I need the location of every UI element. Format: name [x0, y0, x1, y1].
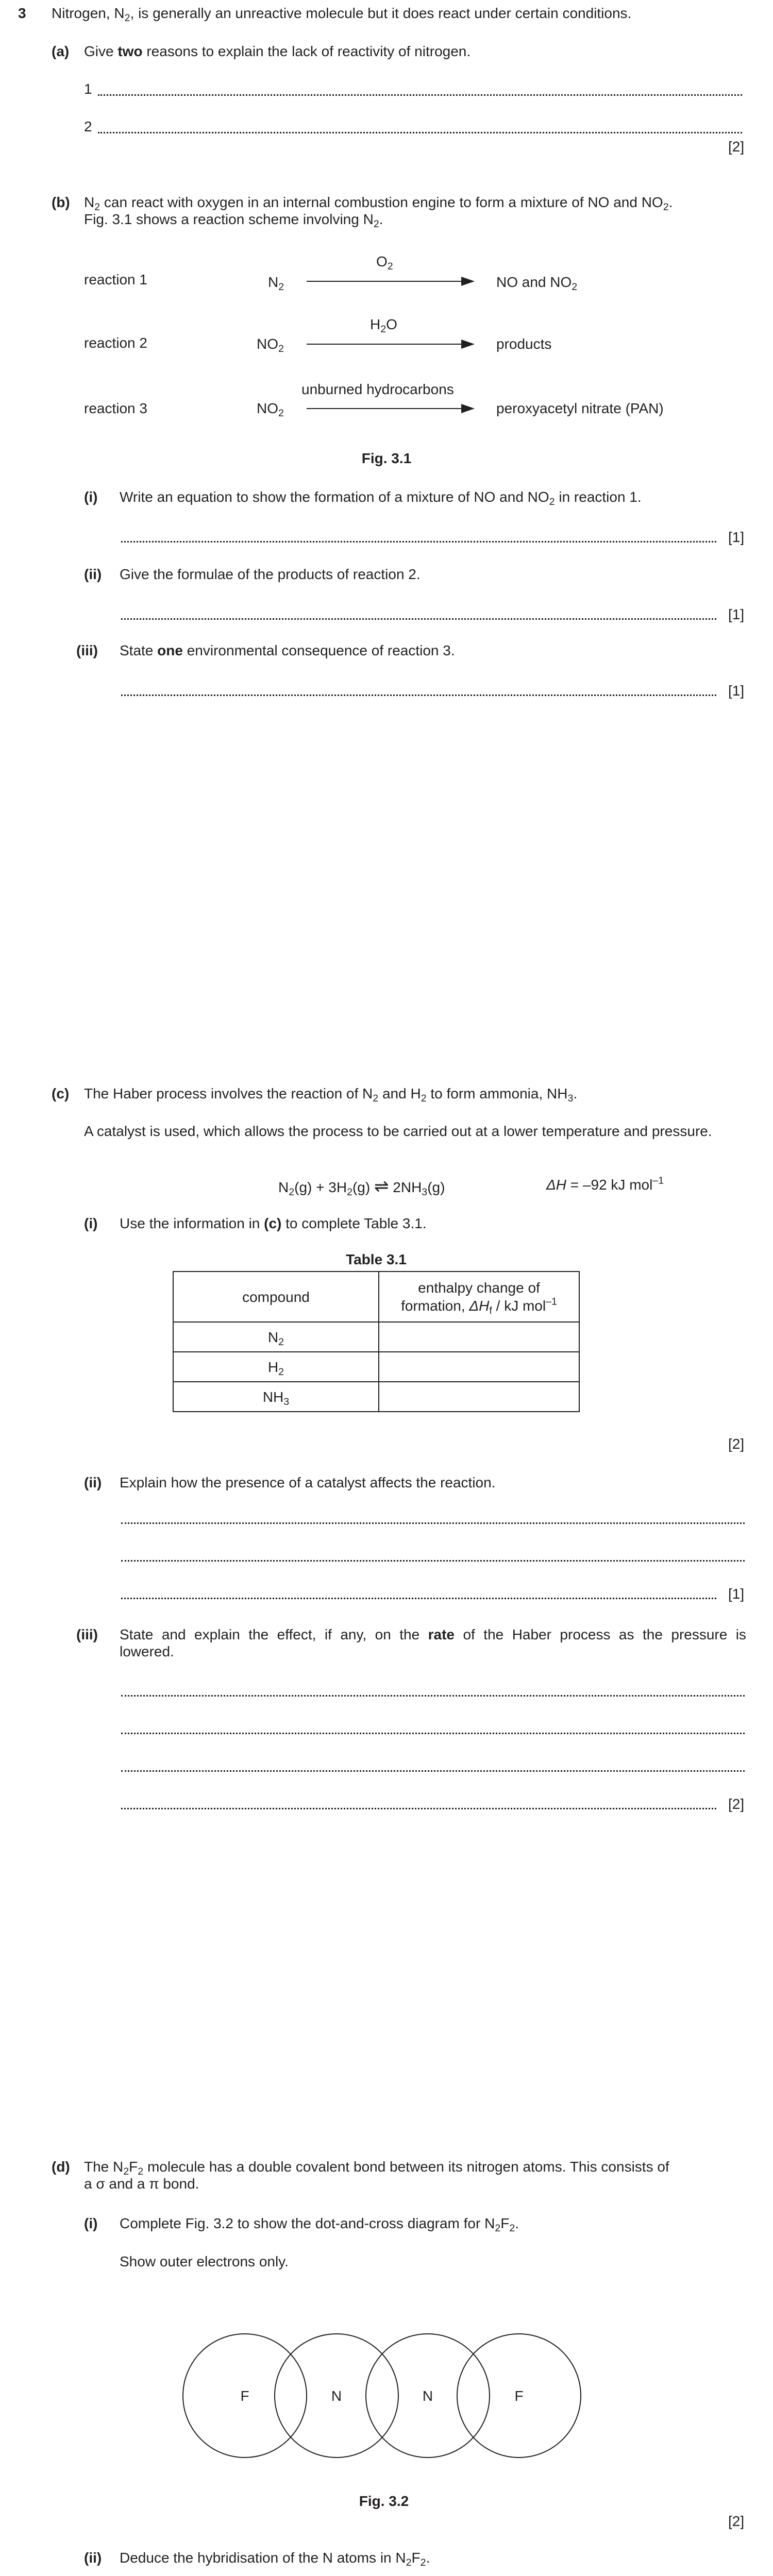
part-b-label: (b): [52, 194, 70, 210]
answer-line-c-ii-3[interactable]: [121, 1598, 716, 1599]
table-cell-enthalpy[interactable]: [379, 1382, 579, 1412]
part-b-iii-label: (iii): [76, 642, 98, 658]
table-row: [173, 1382, 579, 1412]
answer-line-b-iii[interactable]: [121, 694, 716, 696]
reaction-1-arrow: [307, 281, 461, 282]
table-row: [173, 1322, 579, 1352]
mark-b-iii: [1]: [728, 683, 745, 699]
part-b-iii-question: State one environmental consequence of reaction 3.: [120, 642, 455, 658]
reaction-3-arrow: [307, 408, 461, 409]
table-3-1-title: Table 3.1: [346, 1251, 407, 1267]
reaction-1-product: NO and $NO_2$: [496, 274, 578, 293]
answer-line-b-i[interactable]: [121, 541, 716, 543]
part-c-ii-question: Explain how the presence of a catalyst affects the reaction.: [120, 1475, 496, 1490]
mark-b-i: [1]: [728, 529, 745, 545]
mark-c-ii: [1]: [728, 1586, 745, 1602]
part-c-i-question: Use the information in (c) to complete Table 3.1.: [120, 1215, 427, 1231]
answer-line-b-ii[interactable]: [121, 618, 716, 620]
answer-line-c-ii-2[interactable]: [121, 1560, 745, 1562]
reaction-2-reactant: $NO_2$: [257, 336, 284, 354]
question-number: 3: [18, 5, 26, 21]
fig-3-1-caption: Fig. 3.1: [361, 450, 412, 466]
reaction-1-reactant: $N_2$: [268, 274, 284, 293]
part-c-iii-question-line2: lowered.: [120, 1643, 174, 1659]
part-c-iii-label: (iii): [76, 1626, 98, 1642]
reaction-3-label: reaction 3: [84, 400, 147, 416]
mark-d-i: [2]: [728, 2513, 745, 2529]
reaction-2-label: reaction 2: [84, 335, 147, 351]
atom-symbol: F: [240, 2388, 249, 2404]
reaction-1-condition: $O_2$: [376, 253, 393, 272]
answer-line-c-ii-1[interactable]: [121, 1522, 745, 1524]
part-c-label: (c): [52, 1086, 70, 1101]
atom-symbol: N: [422, 2388, 433, 2404]
reaction-2-condition: $H_2O$: [370, 316, 397, 335]
table-cell-enthalpy[interactable]: [379, 1352, 579, 1382]
fig-3-2-diagram[interactable]: [175, 2329, 587, 2463]
part-b-intro-line1: $N_2$ can react with oxygen in an internal combustion engine to form a mixture of NO and $NO_2$.: [84, 194, 673, 213]
reaction-2-product: products: [496, 336, 552, 352]
fig-3-2-caption: Fig. 3.2: [359, 2493, 409, 2509]
table-head-enthalpy: enthalpy change of formation, $\Delta H_f$ / kJ mol$^{-1}$: [379, 1272, 579, 1322]
part-c-intro: The Haber process involves the reaction of $N_2$ and $H_2$ to form ammonia, $NH_3$.: [84, 1086, 578, 1104]
atom-symbol: F: [514, 2388, 524, 2404]
part-c-ii-label: (ii): [84, 1475, 102, 1490]
mark-c-i: [2]: [728, 1436, 745, 1452]
table-cell-compound: $N_2$: [173, 1322, 379, 1352]
part-b-i-label: (i): [84, 489, 98, 505]
haber-equation: $N_2(g) + 3H_2(g)$ ⇌ $2NH_3(g)$: [278, 1177, 445, 1198]
table-cell-compound: $NH_3$: [173, 1382, 379, 1412]
reaction-3-reactant: $NO_2$: [257, 400, 284, 419]
answer-line-a2[interactable]: [98, 132, 742, 133]
answer-line-1-number: 1: [84, 81, 92, 97]
part-d-ii-question: Deduce the hybridisation of the N atoms in $N_2F_2$.: [120, 2550, 430, 2568]
reaction-2-arrow: [307, 344, 461, 345]
part-c-i-label: (i): [84, 1215, 98, 1231]
reaction-1-arrowhead: [461, 277, 475, 286]
reaction-3-product: peroxyacetyl nitrate (PAN): [496, 400, 664, 416]
part-d-i-label: (i): [84, 2215, 98, 2231]
table-3-1: [173, 1271, 580, 1412]
part-c-iii-question: State and explain the effect, if any, on the rate of the Haber process as the pressure is: [120, 1626, 746, 1642]
part-d-intro: The $N_2F_2$ molecule has a double covalent bond between its nitrogen atoms. This consists of: [84, 2159, 669, 2177]
answer-line-c-iii-2[interactable]: [121, 1733, 745, 1734]
answer-line-c-iii-1[interactable]: [121, 1695, 745, 1697]
part-a-question: Give two reasons to explain the lack of reactivity of nitrogen.: [84, 43, 471, 59]
part-d-i-instruction: Show outer electrons only.: [120, 2253, 289, 2269]
reaction-3-condition: unburned hydrocarbons: [301, 381, 454, 397]
table-row: [173, 1352, 579, 1382]
atom-symbol: N: [331, 2388, 342, 2404]
haber-enthalpy: ΔH = –92 kJ mol$^{-1}$: [546, 1175, 664, 1193]
part-a-label: (a): [52, 43, 70, 59]
answer-line-c-iii-4[interactable]: [121, 1808, 716, 1809]
part-b-intro-line2: Fig. 3.1 shows a reaction scheme involving $N_2$.: [84, 211, 383, 230]
part-b-ii-question: Give the formulae of the products of reaction 2.: [120, 566, 421, 582]
table-header-row: [173, 1272, 579, 1322]
table-cell-compound: $H_2$: [173, 1352, 379, 1382]
table-cell-enthalpy[interactable]: [379, 1322, 579, 1352]
part-d-intro-line2: a σ and a π bond.: [84, 2176, 199, 2192]
mark-c-iii: [2]: [728, 1796, 745, 1812]
table-head-compound: compound: [173, 1272, 379, 1322]
part-b-ii-label: (ii): [84, 566, 102, 582]
answer-line-a1[interactable]: [98, 94, 742, 96]
part-d-label: (d): [52, 2159, 70, 2175]
answer-line-c-iii-3[interactable]: [121, 1770, 745, 1772]
mark-b-ii: [1]: [728, 606, 745, 622]
reaction-3-arrowhead: [461, 404, 475, 413]
part-b-i-question: Write an equation to show the formation of a mixture of NO and $NO_2$ in reaction 1.: [120, 489, 642, 507]
mark-a: [2]: [728, 139, 745, 155]
part-d-ii-label: (ii): [84, 2550, 102, 2566]
part-c-catalyst-text: A catalyst is used, which allows the process to be carried out at a lower temperature and pressure.: [84, 1123, 712, 1139]
answer-line-2-number: 2: [84, 118, 92, 134]
reaction-2-arrowhead: [461, 340, 475, 349]
part-d-i-question: Complete Fig. 3.2 to show the dot-and-cross diagram for $N_2F_2$.: [120, 2215, 519, 2234]
question-intro: Nitrogen, $N_2$, is generally an unreactive molecule but it does react under certain conditions.: [52, 5, 632, 24]
reaction-1-label: reaction 1: [84, 272, 147, 287]
